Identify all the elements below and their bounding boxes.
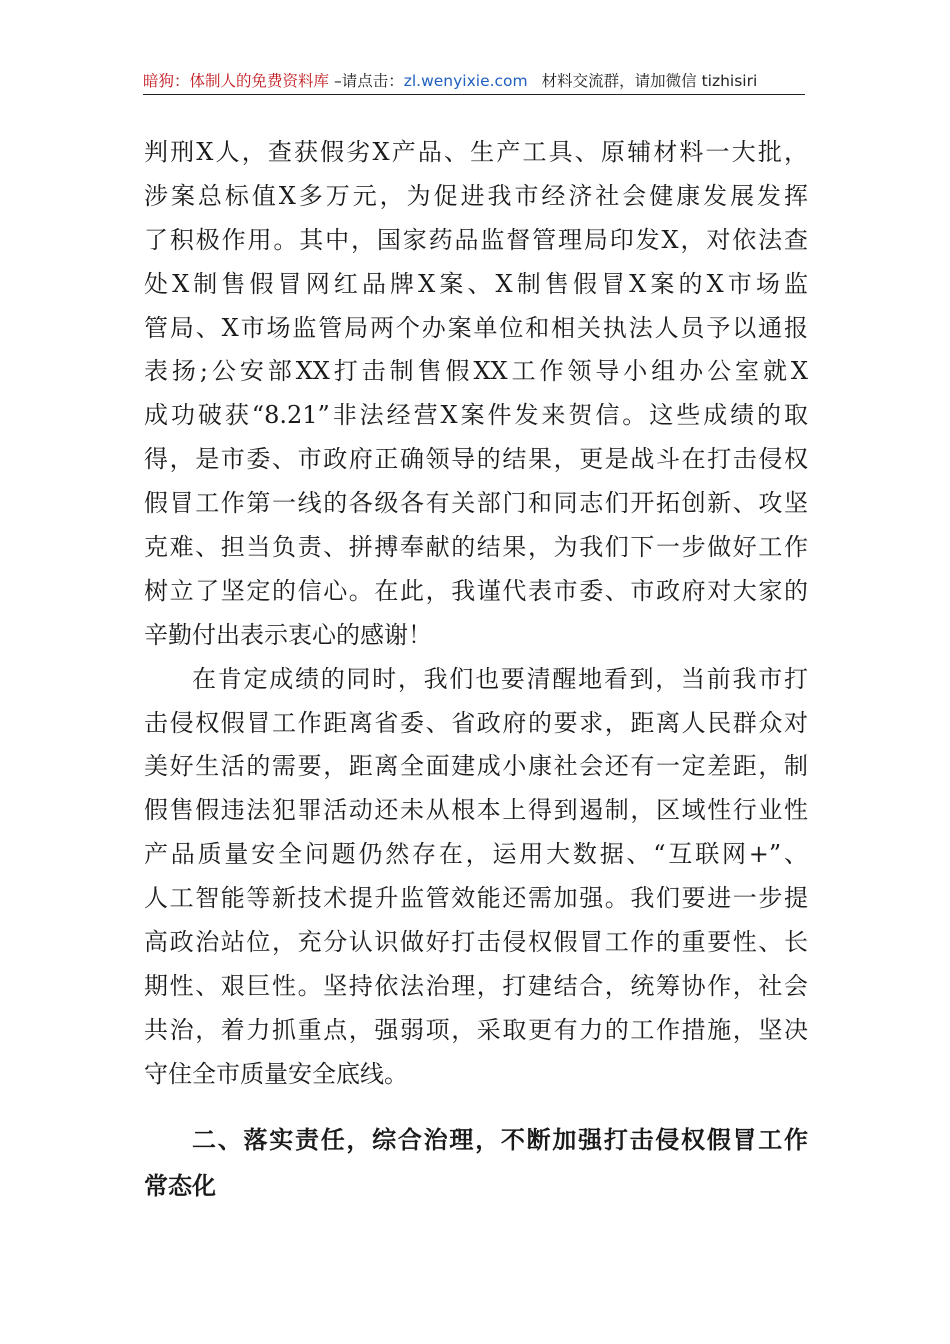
paragraph-line: 高政治站位，充分认识做好打击侵权假冒工作的重要性、长 bbox=[144, 928, 808, 957]
paragraph-line: 树立了坚定的信心。在此，我谨代表市委、市政府对大家的 bbox=[144, 576, 808, 605]
paragraph-shortcomings bbox=[144, 658, 808, 1097]
paragraph-line: 在肯定成绩的同时，我们也要清醒地看到，当前我市打 bbox=[192, 664, 808, 693]
header-group-info: 材料交流群，请加微信 tizhisiri bbox=[541, 72, 758, 90]
paragraph-line: 管局、X市场监管局两个办案单位和相关执法人员予以通报 bbox=[144, 313, 808, 342]
paragraph-line: 人工智能等新技术提升监管效能还需加强。我们要进一步提 bbox=[144, 884, 808, 913]
page-header bbox=[143, 68, 805, 95]
paragraph-line: 处X制售假冒网红品牌X案、X制售假冒X案的X市场监 bbox=[144, 269, 808, 298]
paragraph-line: 假售假违法犯罪活动还未从根本上得到遏制，区域性行业性 bbox=[144, 796, 808, 825]
paragraph-line: 假冒工作第一线的各级各有关部门和同志们开拓创新、攻坚 bbox=[144, 489, 808, 518]
document-body bbox=[144, 131, 808, 1097]
paragraph-line: 美好生活的需要，距离全面建成小康社会还有一定差距，制 bbox=[144, 752, 808, 781]
section-heading-line: 常态化 bbox=[144, 1172, 216, 1200]
paragraph-line: 共治，着力抓重点，强弱项，采取更有力的工作措施，坚决 bbox=[144, 1015, 808, 1044]
header-brand: 暗狗：体制人的免费资料库 bbox=[143, 72, 330, 90]
paragraph-line: 期性、艰巨性。坚持依法治理，打建结合，统筹协作，社会 bbox=[144, 971, 808, 1000]
paragraph-line: 判刑X人，查获假劣X产品、生产工具、原辅材料一大批， bbox=[144, 138, 808, 166]
paragraph-line: 了积极作用。其中，国家药品监督管理局印发X，对依法查 bbox=[144, 225, 808, 254]
paragraph-line: 击侵权假冒工作距离省委、省政府的要求，距离人民群众对 bbox=[144, 708, 808, 737]
header-click-prompt: –请点击： bbox=[329, 72, 404, 90]
paragraph-line: 产品质量安全问题仍然存在，运用大数据、“互联网+”、 bbox=[144, 840, 808, 869]
paragraph-line: 表扬;公安部XX打击制售假XX工作领导小组办公室就X bbox=[144, 357, 808, 386]
paragraph-line: 得，是市委、市政府正确领导的结果，更是战斗在打击侵权 bbox=[144, 445, 808, 474]
paragraph-line: 成功破获“8.21”非法经营X案件发来贺信。这些成绩的取 bbox=[144, 401, 808, 430]
header-link[interactable]: zl.wenyixie.com bbox=[403, 72, 528, 90]
paragraph-line: 克难、担当负责、拼搏奉献的结果，为我们下一步做好工作 bbox=[144, 533, 808, 562]
paragraph-achievements bbox=[144, 131, 808, 658]
section-heading bbox=[144, 1117, 808, 1209]
paragraph-line: 守住全市质量安全底线。 bbox=[144, 1059, 408, 1088]
paragraph-line: 涉案总标值X多万元，为促进我市经济社会健康发展发挥 bbox=[144, 181, 808, 210]
section-heading-line: 二、落实责任，综合治理，不断加强打击侵权假冒工作 bbox=[192, 1126, 808, 1154]
paragraph-line: 辛勤付出表示衷心的感谢！ bbox=[144, 620, 432, 649]
